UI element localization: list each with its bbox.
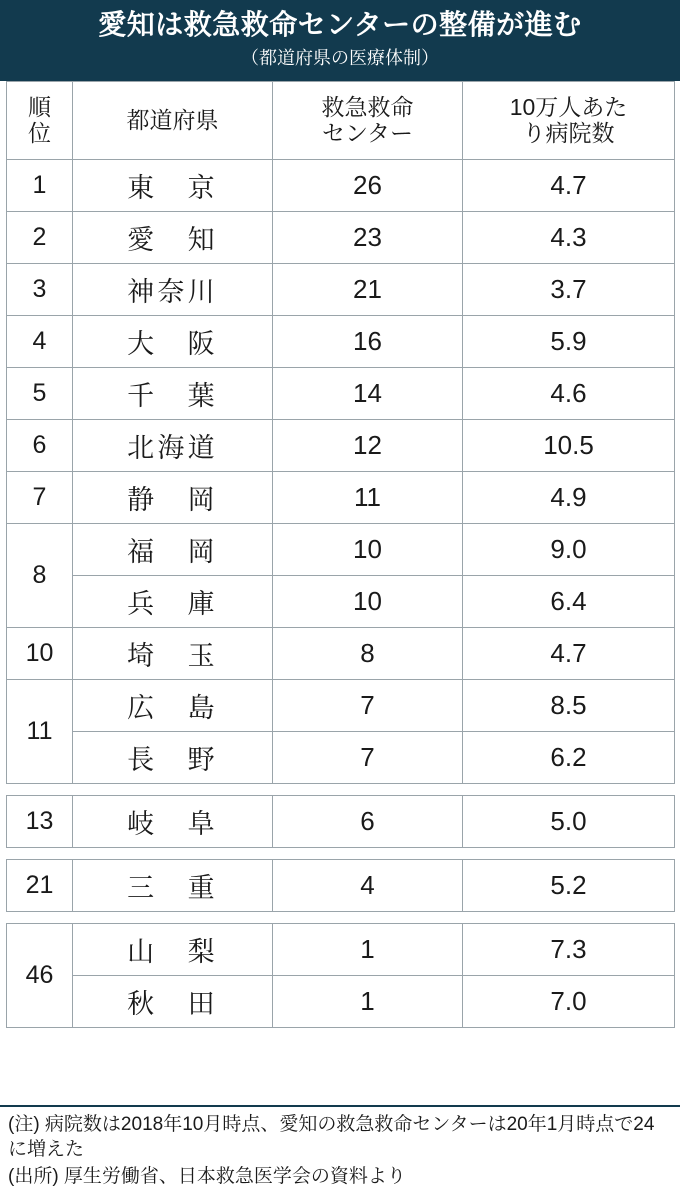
cell-rank: 13 bbox=[7, 795, 73, 847]
cell-prefecture: 広 島 bbox=[73, 679, 273, 731]
cell-hospitals: 4.9 bbox=[463, 471, 675, 523]
table-row bbox=[7, 923, 675, 975]
cell-prefecture: 東 京 bbox=[73, 159, 273, 211]
cell-hospitals: 7.0 bbox=[463, 975, 675, 1027]
cell-hospitals: 6.2 bbox=[463, 731, 675, 783]
table-row bbox=[7, 159, 675, 211]
cell-rank: 5 bbox=[7, 367, 73, 419]
cell-centers: 8 bbox=[273, 627, 463, 679]
table-row bbox=[7, 679, 675, 731]
cell-prefecture: 大 阪 bbox=[73, 315, 273, 367]
cell-prefecture: 愛 知 bbox=[73, 211, 273, 263]
cell-prefecture: 兵 庫 bbox=[73, 575, 273, 627]
table-body bbox=[7, 159, 675, 1027]
cell-centers: 14 bbox=[273, 367, 463, 419]
cell-rank: 4 bbox=[7, 315, 73, 367]
column-header-hospitals-line2: り病院数 bbox=[522, 120, 615, 147]
table-row-spacer bbox=[7, 911, 675, 923]
table-row bbox=[7, 575, 675, 627]
cell-hospitals: 5.2 bbox=[463, 859, 675, 911]
cell-prefecture: 福 岡 bbox=[73, 523, 273, 575]
table-row bbox=[7, 263, 675, 315]
cell-hospitals: 4.7 bbox=[463, 627, 675, 679]
cell-hospitals: 10.5 bbox=[463, 419, 675, 471]
page-title: 愛知は救急救命センターの整備が進む bbox=[98, 9, 582, 40]
column-header-rank bbox=[7, 81, 73, 159]
note-text: (注) 病院数は2018年10月時点、愛知の救急救命センターは20年1月時点で24に増えた bbox=[8, 1113, 655, 1160]
table-row bbox=[7, 627, 675, 679]
table-row bbox=[7, 975, 675, 1027]
cell-rank: 10 bbox=[7, 627, 73, 679]
cell-prefecture: 神奈川 bbox=[73, 263, 273, 315]
column-header-hospitals-line1: 10万人あた bbox=[509, 93, 628, 120]
spacer-cell bbox=[7, 847, 675, 859]
cell-centers: 7 bbox=[273, 679, 463, 731]
column-header-rank-line1: 順 bbox=[28, 93, 51, 120]
column-header-hospitals bbox=[463, 81, 675, 159]
cell-centers: 1 bbox=[273, 923, 463, 975]
spacer-cell bbox=[7, 911, 675, 923]
cell-centers: 7 bbox=[273, 731, 463, 783]
cell-rank: 3 bbox=[7, 263, 73, 315]
cell-prefecture: 北海道 bbox=[73, 419, 273, 471]
cell-prefecture: 埼 玉 bbox=[73, 627, 273, 679]
column-header-centers-line2: センター bbox=[321, 120, 414, 147]
source-text: (出所) 厚生労働省、日本救急医学会の資料より bbox=[8, 1165, 406, 1187]
cell-rank: 46 bbox=[7, 923, 73, 1027]
cell-centers: 21 bbox=[273, 263, 463, 315]
table-header-row bbox=[7, 81, 675, 159]
cell-hospitals: 4.7 bbox=[463, 159, 675, 211]
cell-rank: 8 bbox=[7, 523, 73, 627]
table-row bbox=[7, 523, 675, 575]
figure-header bbox=[0, 0, 680, 81]
spacer-cell bbox=[7, 783, 675, 795]
column-header-prefecture: 都道府県 bbox=[73, 81, 273, 159]
cell-centers: 1 bbox=[273, 975, 463, 1027]
cell-prefecture: 静 岡 bbox=[73, 471, 273, 523]
cell-prefecture: 長 野 bbox=[73, 731, 273, 783]
column-header-centers-line1: 救急救命 bbox=[321, 93, 414, 120]
table-row bbox=[7, 367, 675, 419]
cell-rank: 6 bbox=[7, 419, 73, 471]
column-header-centers bbox=[273, 81, 463, 159]
cell-hospitals: 9.0 bbox=[463, 523, 675, 575]
cell-prefecture: 山 梨 bbox=[73, 923, 273, 975]
cell-centers: 10 bbox=[273, 575, 463, 627]
data-table bbox=[6, 81, 675, 1028]
cell-hospitals: 6.4 bbox=[463, 575, 675, 627]
cell-centers: 6 bbox=[273, 795, 463, 847]
cell-hospitals: 3.7 bbox=[463, 263, 675, 315]
cell-hospitals: 7.3 bbox=[463, 923, 675, 975]
cell-prefecture: 千 葉 bbox=[73, 367, 273, 419]
cell-prefecture: 岐 阜 bbox=[73, 795, 273, 847]
cell-rank: 1 bbox=[7, 159, 73, 211]
table-container bbox=[0, 81, 680, 1105]
table-row bbox=[7, 471, 675, 523]
cell-centers: 11 bbox=[273, 471, 463, 523]
table-row bbox=[7, 731, 675, 783]
cell-rank: 21 bbox=[7, 859, 73, 911]
cell-rank: 7 bbox=[7, 471, 73, 523]
cell-hospitals: 8.5 bbox=[463, 679, 675, 731]
table-row bbox=[7, 795, 675, 847]
table-row bbox=[7, 859, 675, 911]
cell-centers: 4 bbox=[273, 859, 463, 911]
table-row-spacer bbox=[7, 847, 675, 859]
cell-prefecture: 秋 田 bbox=[73, 975, 273, 1027]
table-row-spacer bbox=[7, 783, 675, 795]
cell-hospitals: 5.0 bbox=[463, 795, 675, 847]
cell-hospitals: 4.3 bbox=[463, 211, 675, 263]
cell-rank: 11 bbox=[7, 679, 73, 783]
cell-rank: 2 bbox=[7, 211, 73, 263]
column-header-rank-line2: 位 bbox=[28, 120, 51, 147]
footnotes bbox=[0, 1105, 680, 1195]
cell-hospitals: 4.6 bbox=[463, 367, 675, 419]
table-row bbox=[7, 315, 675, 367]
cell-centers: 12 bbox=[273, 419, 463, 471]
cell-centers: 10 bbox=[273, 523, 463, 575]
table-row bbox=[7, 419, 675, 471]
cell-hospitals: 5.9 bbox=[463, 315, 675, 367]
page-subtitle: （都道府県の医療体制） bbox=[241, 47, 439, 68]
cell-centers: 16 bbox=[273, 315, 463, 367]
cell-centers: 23 bbox=[273, 211, 463, 263]
cell-prefecture: 三 重 bbox=[73, 859, 273, 911]
table-row bbox=[7, 211, 675, 263]
cell-centers: 26 bbox=[273, 159, 463, 211]
